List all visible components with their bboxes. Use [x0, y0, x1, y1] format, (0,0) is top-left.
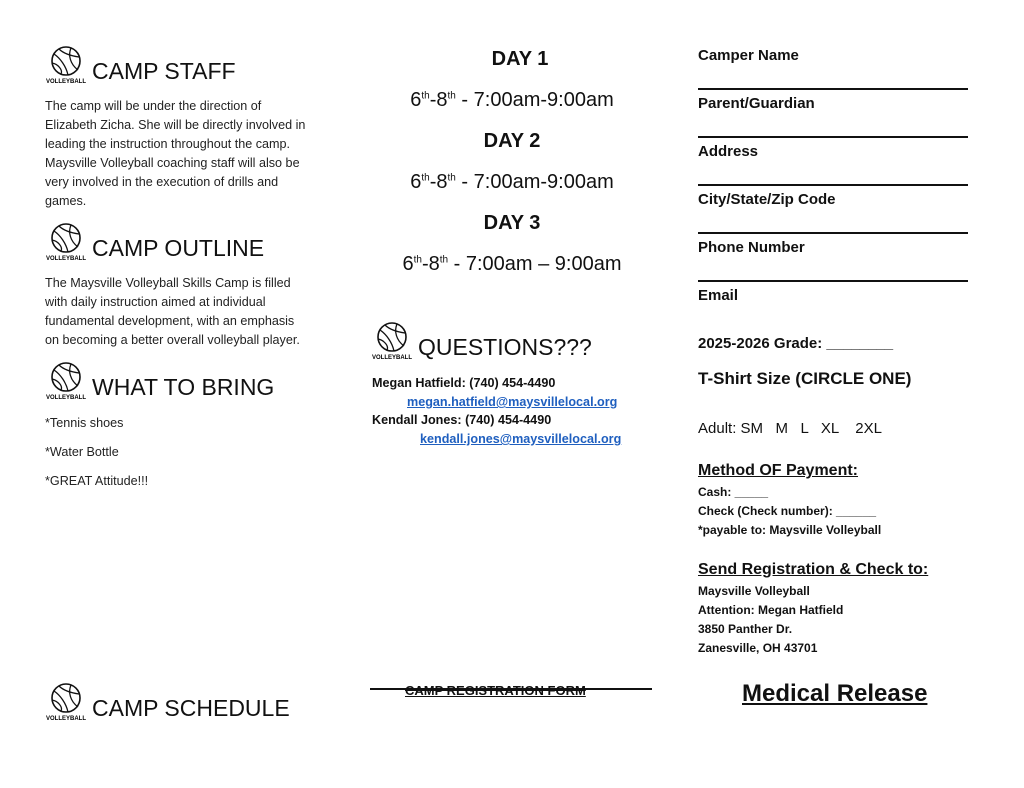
- text-line: Maysville Volleyball coaching staff will also be: [45, 156, 300, 170]
- text-line: on becoming a better overall volleyball player.: [45, 333, 300, 347]
- parent-guardian-label: Parent/Guardian: [698, 95, 815, 112]
- camp-outline-text: [45, 274, 335, 350]
- ordinal: th: [421, 172, 430, 184]
- text-line: The camp will be under the direction of: [45, 99, 262, 113]
- contact-1-email[interactable]: megan.hatfield@maysvillelocal.org: [407, 395, 618, 409]
- grade-end: 8: [436, 89, 448, 111]
- questions-title: QUESTIONS???: [418, 334, 592, 360]
- logo-text: VOLLEYBALL: [46, 256, 86, 261]
- email-label: Email: [698, 287, 739, 304]
- send-line: Zanesville, OH 43701: [698, 641, 818, 655]
- logo-text: VOLLEYBALL: [46, 79, 86, 84]
- phone-number-line[interactable]: [698, 280, 968, 282]
- day-3-title: DAY 3: [483, 212, 541, 234]
- payment-check[interactable]: Check (Check number): ______: [698, 504, 877, 518]
- time-range: - 7:00am-9:00am: [455, 171, 614, 193]
- grade-field[interactable]: 2025-2026 Grade: ________: [698, 335, 894, 352]
- text-line: Elizabeth Zicha. She will be directly involved in: [45, 118, 306, 132]
- tshirt-sizes[interactable]: Adult: SM M L XL 2XL: [698, 420, 882, 437]
- parent-guardian-line[interactable]: [698, 136, 968, 138]
- ordinal: th: [447, 90, 456, 102]
- volleyball-icon: [46, 44, 86, 84]
- what-to-bring-title: WHAT TO BRING: [92, 374, 275, 400]
- grade-start: 6: [410, 171, 422, 193]
- text-line: fundamental development, with an emphasis: [45, 314, 295, 328]
- camper-name-label: Camper Name: [698, 47, 799, 64]
- payment-payable: *payable to: Maysville Volleyball: [698, 523, 882, 537]
- contact-2-email[interactable]: kendall.jones@maysvillelocal.org: [420, 432, 622, 446]
- address-label: Address: [698, 143, 759, 160]
- registration-form-label: CAMP REGISTRATION FORM: [405, 683, 586, 698]
- camp-staff-title: CAMP STAFF: [92, 58, 236, 84]
- bring-item: *Tennis shoes: [45, 416, 124, 430]
- bring-item: *GREAT Attitude!!!: [45, 474, 149, 488]
- camp-staff-text: [45, 97, 335, 211]
- ordinal: th: [421, 90, 430, 102]
- day-3-time: [372, 253, 652, 276]
- grade-end: 8: [428, 253, 440, 275]
- send-line: 3850 Panther Dr.: [698, 622, 793, 636]
- grade-start: 6: [410, 89, 422, 111]
- logo-text: VOLLEYBALL: [46, 716, 86, 721]
- ordinal: th: [439, 254, 449, 266]
- camp-outline-title: CAMP OUTLINE: [92, 235, 265, 261]
- contact-2-name: Kendall Jones: (740) 454-4490: [372, 413, 552, 427]
- tshirt-title: T-Shirt Size (CIRCLE ONE): [698, 369, 912, 388]
- day-2-time: [372, 171, 652, 194]
- volleyball-icon: [46, 221, 86, 261]
- dash: -: [429, 89, 437, 111]
- send-line: Maysville Volleyball: [698, 584, 810, 598]
- medical-release-title: Medical Release: [742, 680, 928, 707]
- city-state-zip-label: City/State/Zip Code: [698, 191, 836, 208]
- phone-number-label: Phone Number: [698, 239, 805, 256]
- payment-title: Method OF Payment:: [698, 462, 859, 479]
- dash: -: [429, 171, 437, 193]
- dash: -: [421, 253, 429, 275]
- volleyball-icon: [46, 360, 86, 400]
- payment-cash[interactable]: Cash: _____: [698, 485, 769, 499]
- send-title: Send Registration & Check to:: [698, 561, 929, 578]
- day-2-title: DAY 2: [483, 130, 541, 152]
- grade-start: 6: [402, 253, 414, 275]
- camper-name-line[interactable]: [698, 88, 968, 90]
- address-line[interactable]: [698, 184, 968, 186]
- time-range: - 7:00am-9:00am: [455, 89, 614, 111]
- text-line: leading the instruction throughout the camp.: [45, 137, 291, 151]
- city-state-zip-line[interactable]: [698, 232, 968, 234]
- time-range: - 7:00am – 9:00am: [448, 253, 622, 275]
- bring-item: *Water Bottle: [45, 445, 119, 459]
- text-line: with daily instruction aimed at individual: [45, 295, 266, 309]
- ordinal: th: [413, 254, 422, 266]
- contact-1-name: Megan Hatfield: (740) 454-4490: [372, 376, 556, 390]
- day-1-title: DAY 1: [491, 48, 549, 70]
- camp-schedule-title: CAMP SCHEDULE: [92, 695, 290, 721]
- day-1-time: [372, 89, 652, 112]
- ordinal: th: [447, 172, 456, 184]
- volleyball-icon: [46, 681, 86, 721]
- send-line: Attention: Megan Hatfield: [698, 603, 844, 617]
- logo-text: VOLLEYBALL: [372, 355, 412, 360]
- volleyball-icon: [372, 320, 412, 360]
- text-line: very involved in the execution of drills and: [45, 175, 279, 189]
- grade-end: 8: [436, 171, 448, 193]
- text-line: games.: [45, 194, 87, 208]
- text-line: The Maysville Volleyball Skills Camp is filled: [45, 276, 291, 290]
- logo-text: VOLLEYBALL: [46, 395, 86, 400]
